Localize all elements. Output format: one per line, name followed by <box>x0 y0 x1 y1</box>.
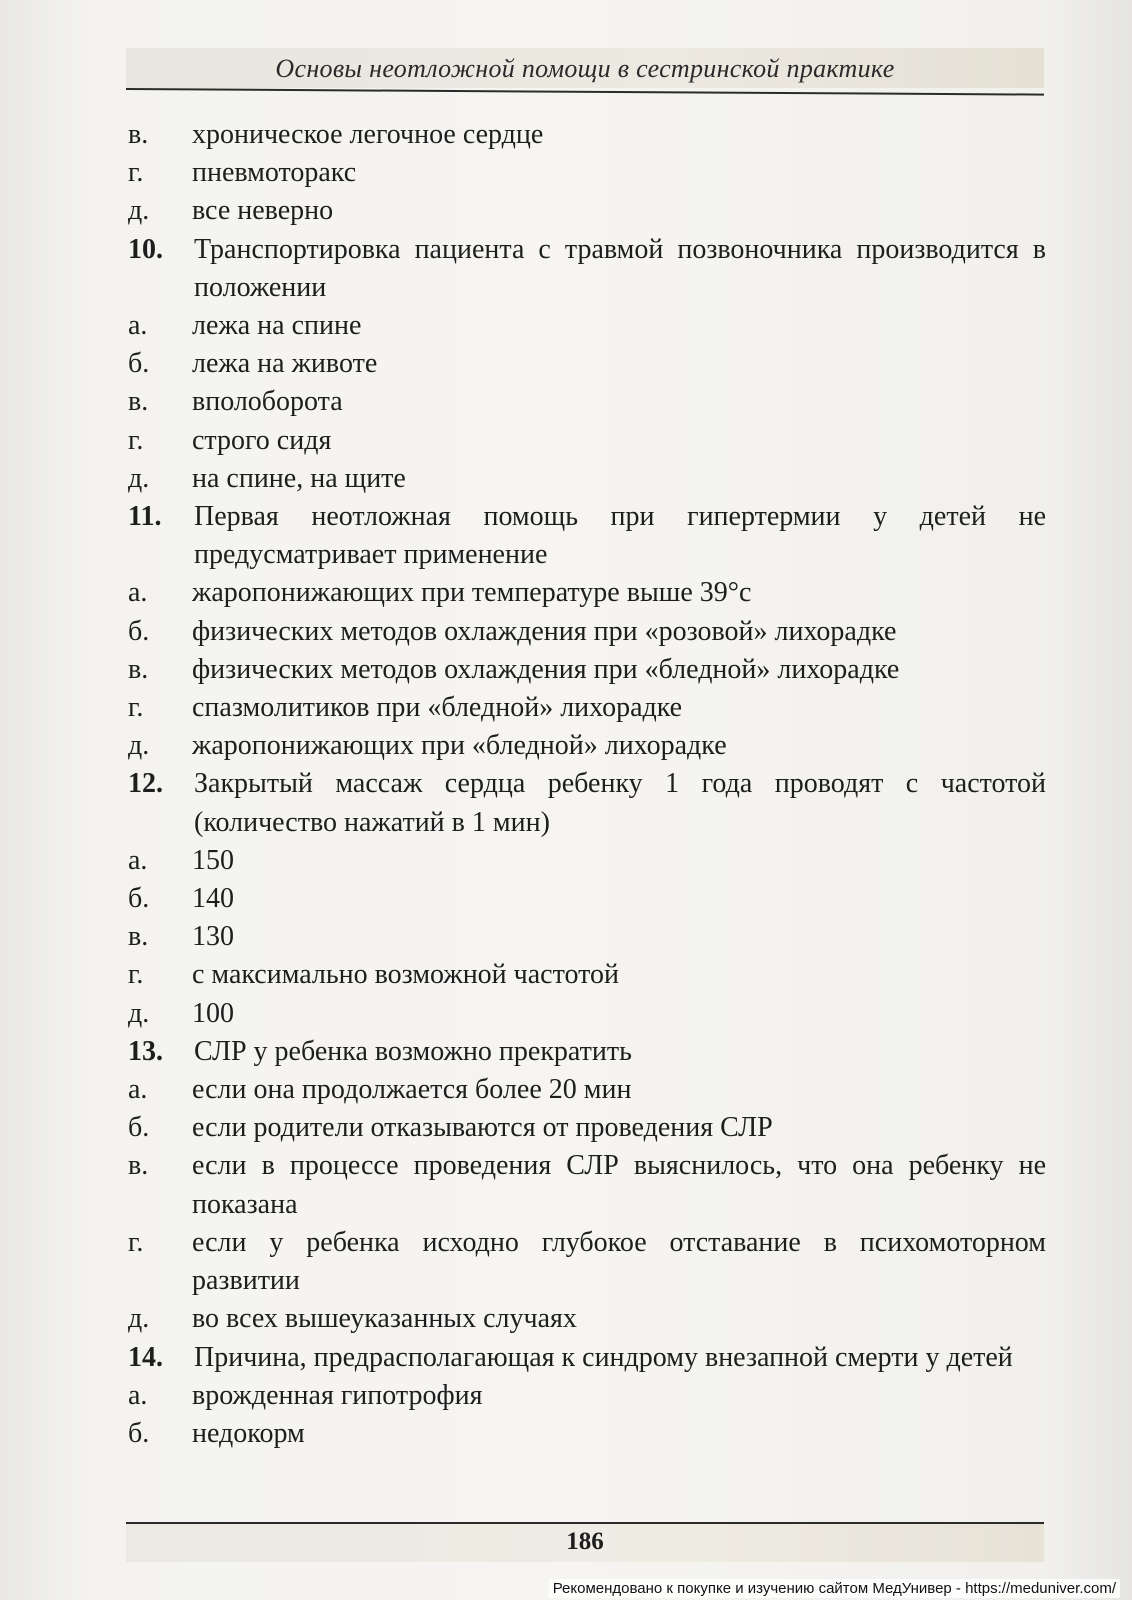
answer-option <box>128 383 1046 421</box>
option-text: если родители отказываются от проведения СЛР <box>192 1112 773 1144</box>
question-item <box>128 1339 1046 1377</box>
option-text: физических методов охлаждения при «розовой» лихорадке <box>192 615 897 647</box>
answer-option <box>128 460 1046 498</box>
option-text: пневмоторакс <box>192 157 357 189</box>
option-text: жаропонижающих при температуре выше 39°с <box>192 577 752 609</box>
answer-option <box>128 574 1046 612</box>
answer-option <box>128 1415 1046 1453</box>
option-text: если в процессе проведения СЛР выяснилось, что она ребенку не показана <box>192 1150 1046 1220</box>
answer-option <box>128 192 1046 230</box>
answer-option <box>128 154 1046 192</box>
option-text: лежа на спине <box>192 310 362 342</box>
page-number: 186 <box>566 1528 604 1555</box>
option-letter: а. <box>128 310 148 342</box>
option-letter: а. <box>128 1074 148 1106</box>
option-text: строго сидя <box>192 424 332 456</box>
question-text: Причина, предрасполагающая к синдрому внезапной смерти у детей <box>194 1341 1013 1373</box>
question-text: Первая неотложная помощь при гипертермии у детей не предусматривает применение <box>194 501 1046 571</box>
answer-option <box>128 613 1046 651</box>
answer-option <box>128 880 1046 918</box>
answer-option <box>128 116 1046 154</box>
answer-option <box>128 422 1046 460</box>
option-text: хроническое легочное сердце <box>192 119 544 150</box>
answer-option <box>128 307 1046 345</box>
option-text: 100 <box>192 997 234 1029</box>
question-item <box>128 231 1046 307</box>
option-text: жаропонижающих при «бледной» лихорадке <box>192 730 727 762</box>
question-number: 13. <box>128 1035 163 1067</box>
option-letter: д. <box>128 730 150 762</box>
option-text: лежа на животе <box>192 348 378 380</box>
answer-option <box>128 1377 1046 1415</box>
option-text: врожденная гипотрофия <box>192 1379 483 1411</box>
answer-option <box>128 1224 1046 1300</box>
answer-option <box>128 956 1046 994</box>
question-number: 12. <box>128 768 163 800</box>
option-letter: а. <box>128 1379 148 1411</box>
option-text: физических методов охлаждения при «бледной» лихорадке <box>192 653 900 685</box>
option-text: все неверно <box>192 195 334 227</box>
option-letter: в. <box>128 119 149 150</box>
option-letter: в. <box>128 653 149 685</box>
option-text: на спине, на щите <box>192 462 406 494</box>
option-letter: а. <box>128 577 148 609</box>
question-text: Транспортировка пациента с травмой позвоночника производится в положении <box>194 233 1046 303</box>
option-letter: а. <box>128 844 148 876</box>
answer-option <box>128 842 1046 880</box>
option-letter: д. <box>128 462 150 494</box>
option-letter: г. <box>128 424 144 456</box>
running-header <box>126 48 1044 88</box>
answer-option <box>128 651 1046 689</box>
question-text: Закрытый массаж сердца ребенку 1 года проводят с частотой (количество нажатий в 1 мин) <box>194 768 1046 838</box>
option-text: если у ребенка исходно глубокое отставание в психомоторном развитии <box>192 1226 1046 1297</box>
answer-option <box>128 918 1046 956</box>
option-letter: б. <box>128 1112 150 1144</box>
option-text: недокорм <box>192 1417 305 1449</box>
option-letter: б. <box>128 615 150 647</box>
option-letter: г. <box>128 1226 144 1258</box>
question-number: 14. <box>128 1341 163 1373</box>
option-letter: г. <box>128 692 144 724</box>
option-letter: б. <box>128 883 150 915</box>
option-text: с максимально возможной частотой <box>192 959 619 991</box>
answer-option <box>128 689 1046 727</box>
option-letter: д. <box>128 997 150 1029</box>
option-letter: в. <box>128 386 149 418</box>
question-number: 11. <box>128 501 162 533</box>
option-letter: г. <box>128 959 144 991</box>
option-text: 150 <box>192 844 234 876</box>
question-list <box>128 116 1046 1453</box>
question-item <box>128 498 1046 574</box>
answer-option <box>128 727 1046 765</box>
option-letter: г. <box>128 157 144 189</box>
header-rule <box>126 88 1044 96</box>
header-title: Основы неотложной помощи в сестринской практике <box>275 54 895 83</box>
question-number: 10. <box>128 233 163 265</box>
answer-option <box>128 995 1046 1033</box>
option-text: вполоборота <box>192 386 343 418</box>
option-letter: б. <box>128 348 150 380</box>
answer-option <box>128 1109 1046 1147</box>
option-text: во всех вышеуказанных случаях <box>192 1303 577 1335</box>
answer-option <box>128 1300 1046 1338</box>
answer-option <box>128 345 1046 383</box>
watermark-link[interactable]: Рекомендовано к покупке и изучению сайтом МедУнивер - https://meduniver.com/ <box>549 1579 1120 1598</box>
option-text: спазмолитиков при «бледной» лихорадке <box>192 692 683 724</box>
answer-option <box>128 1071 1046 1109</box>
option-letter: б. <box>128 1417 150 1449</box>
question-item <box>128 1033 1046 1071</box>
option-text: 130 <box>192 921 234 953</box>
option-letter: в. <box>128 1150 149 1182</box>
question-text: СЛР у ребенка возможно прекратить <box>194 1035 632 1067</box>
answer-option <box>128 1147 1046 1223</box>
option-letter: д. <box>128 195 150 227</box>
option-letter: в. <box>128 921 149 953</box>
option-text: если она продолжается более 20 мин <box>192 1074 632 1106</box>
option-text: 140 <box>192 883 234 915</box>
option-letter: д. <box>128 1303 150 1335</box>
question-item <box>128 765 1046 841</box>
